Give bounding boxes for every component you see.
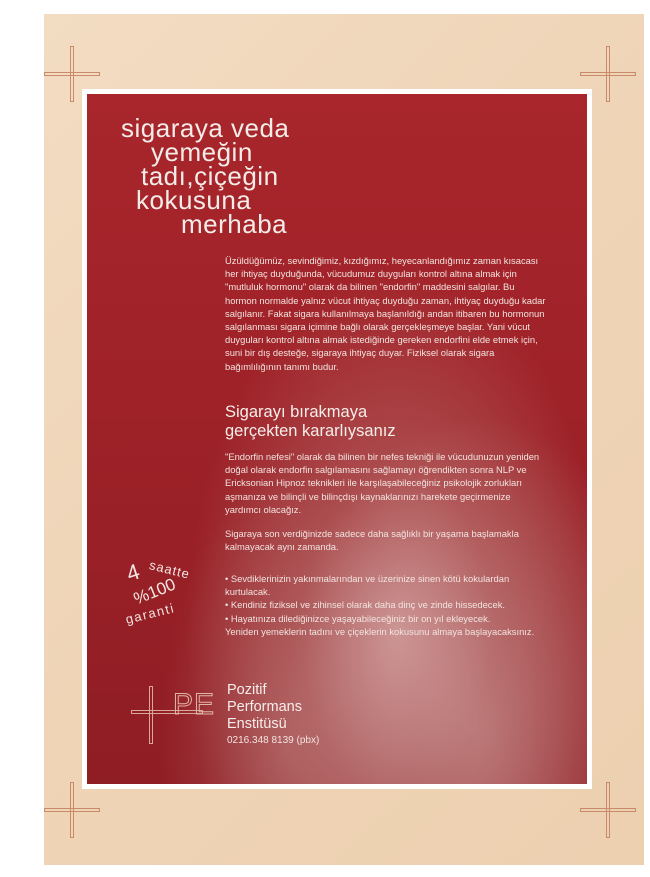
headline-line: tadı,çiçeğin bbox=[141, 161, 279, 191]
benefits-intro: Sigaraya son verdiğinizde sadece daha sağlıklı bir yaşama başlamakla kalmayacak aynı zamanda. bbox=[225, 528, 519, 553]
headline-line: kokusuna bbox=[136, 185, 252, 215]
corner-cross-bottom-right bbox=[580, 782, 636, 838]
benefits-list bbox=[225, 572, 547, 638]
subheading bbox=[225, 403, 547, 441]
subheading-line: Sigarayı bırakmaya bbox=[225, 403, 368, 421]
badge-hours-number: 4 bbox=[123, 558, 143, 587]
headline-line: yemeğin bbox=[151, 137, 253, 167]
institute-logo bbox=[129, 684, 225, 744]
institute-phone: 0216.348 8139 (pbx) bbox=[227, 735, 320, 746]
method-paragraph: "Endorfin nefesi" olarak da bilinen bir nefes tekniği ile vücudunuzun yeniden doğal olarak endorfin salgılamasını sağlamayı öğrendikten sonra NLP ve Ericksonian Hipnoz teknikleri ile karşılaşabileceğiniz psikolojik zorlukları aşmanıza ve bilinçli ve bilinçdışı kaynaklarınızı harekete geçirmenize yardımcı olacağız. bbox=[225, 451, 540, 515]
headline-line: sigaraya veda bbox=[121, 113, 290, 143]
institute-name bbox=[227, 682, 302, 733]
guarantee-badge bbox=[117, 556, 227, 636]
corner-cross-bottom-left bbox=[44, 782, 100, 838]
institute-name-line: Enstitüsü bbox=[227, 716, 287, 732]
red-panel bbox=[82, 89, 592, 789]
badge-guarantee: garanti bbox=[123, 600, 177, 627]
badge-percent: %100 bbox=[130, 574, 179, 609]
list-item: • Hayatınıza dilediğinizce yaşayabileceğiniz bir on yıl ekleyecek. bbox=[225, 612, 491, 624]
institute-name-line: Performans bbox=[227, 699, 302, 715]
list-item: • Kendiniz fiziksel ve zihinsel olarak daha dinç ve zinde hissedecek. bbox=[225, 599, 505, 611]
headline-line: merhaba bbox=[181, 209, 288, 239]
headline bbox=[121, 113, 381, 239]
intro-paragraph: Üzüldüğümüz, sevindiğimiz, kızdığımız, heyecanlandığımız zaman kısacası her ihtiyaç duyduğunda, vücudumuz duyguları kontrol altına almak için "mutluluk hormonu" olarak da bilinen "endorfin" maddesini salgılar. Bu hormon normalde yalnız vücut ihtiyaç duyduğu zaman, ihtiyaç duyduğu kadar salgılanır. Fakat sigara kullanılmaya başlanıldığı andan itibaren bu hormonun salgılanması sigara içimine bağlı olarak gerçekleşmeye başlar. Yani vücut duyguları kontrol altına almak istediğinde gereken endorfini elde etmek için, suni bir dış desteğe, sigaraya ihtiyaç duyar. Fiziksel olarak sigara bağımlılığının tanımı budur. bbox=[225, 255, 546, 372]
list-item: Yeniden yemeklerin tadını ve çiçeklerin kokusunu almaya başlayacaksınız. bbox=[225, 625, 535, 637]
institute-name-line: Pozitif bbox=[227, 682, 267, 698]
subheading-line: gerçekten kararlıysanız bbox=[225, 422, 396, 440]
logo-cross-vertical bbox=[149, 686, 153, 744]
logo-letters: PE bbox=[173, 688, 216, 721]
badge-hours-word: saatte bbox=[147, 557, 192, 582]
list-item: • Sevdiklerinizin yakınmalarından ve üzerinize sinen kötü kokulardan kurtulacak. bbox=[225, 573, 510, 598]
